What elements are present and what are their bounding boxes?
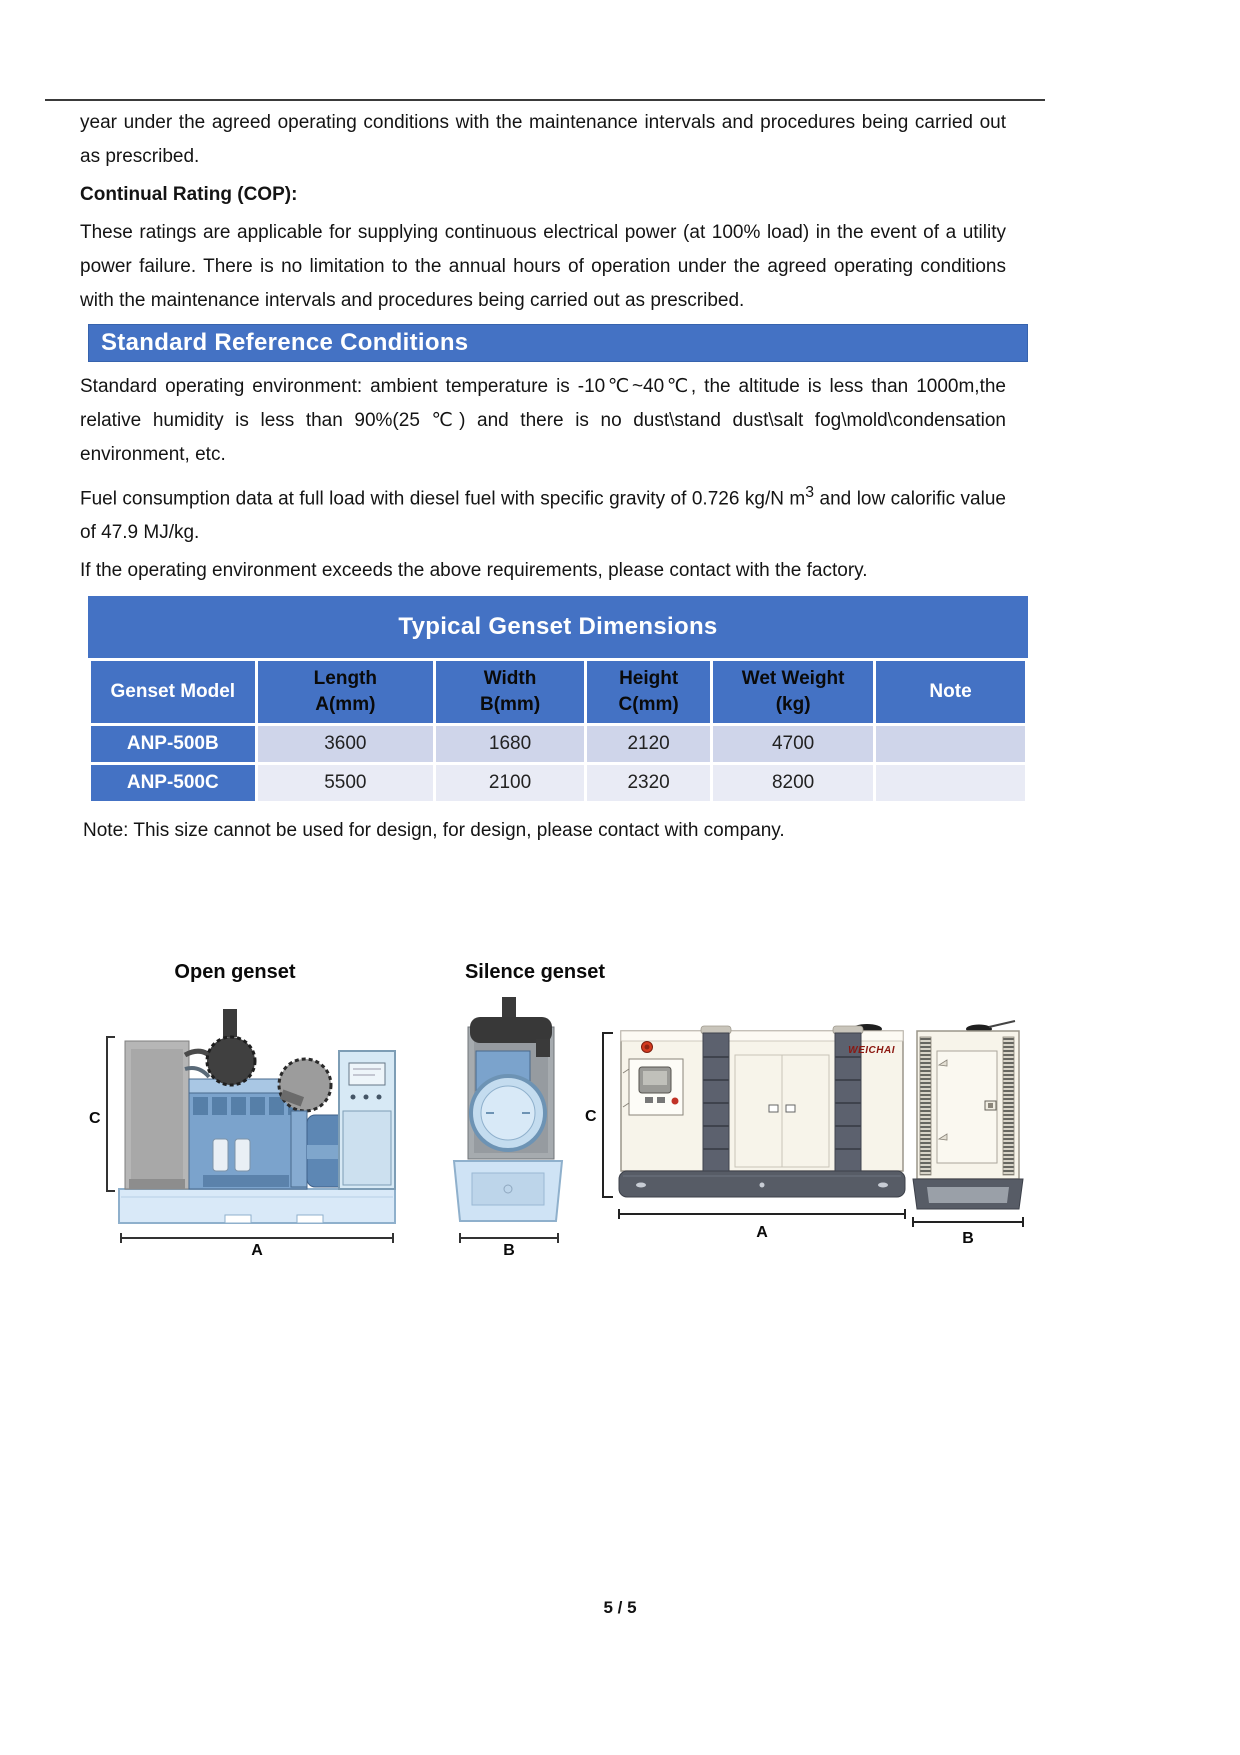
cell-length: 3600 [258,726,434,762]
open-genset-end-figure [440,993,575,1255]
cell-length: 5500 [258,765,434,801]
cell-width: 2100 [436,765,584,801]
column-header-width-line1: Width [483,668,537,690]
continual-rating-heading: Continual Rating (COP): [80,184,298,205]
header-rule [45,99,1045,101]
column-header-wet-weight-line2: (kg) [775,694,811,716]
table-footnote: Note: This size cannot be used for design, for design, please contact with company. [83,820,785,842]
weichai-logo: WEICHAI [848,1045,895,1056]
column-header-height-line1: Height [619,668,679,690]
genset-dimensions-table [88,658,1028,804]
table-row-anp-500c [91,765,1025,801]
dimension-b-label: B [503,1242,515,1255]
table-row-anp-500b [91,726,1025,762]
page-number: 5 / 5 [603,1598,637,1617]
column-header-length-line2: A(mm) [315,694,376,716]
silence-genset-label: Silence genset [464,961,606,983]
fuel-text-suffix: and low calorific value of 47.9 MJ/kg. [80,488,1006,544]
table-header-row [91,661,1025,723]
column-header-height [587,661,710,723]
page-content [80,106,1028,848]
silence-genset-end-figure [903,1017,1033,1252]
paragraph-prp-continuation: year under the agreed operating conditions with the maintenance intervals and procedures being carried out as prescribed. [80,112,1006,167]
open-genset-side-figure [85,993,410,1255]
cell-model: ANP-500C [91,765,255,801]
genset-figures [0,955,1240,1285]
cell-width: 1680 [436,726,584,762]
column-header-note: Note [876,661,1025,723]
dimension-b-label: B [962,1230,974,1247]
cell-height: 2320 [587,765,710,801]
dimension-c-label: C [585,1108,597,1125]
paragraph-fuel-consumption [80,476,1006,550]
column-header-length-line1: Length [313,668,377,690]
cell-note [876,765,1025,801]
section-header-standard-reference [88,324,1028,362]
column-header-wet-weight-line1: Wet Weight [741,668,845,690]
cell-weight: 4700 [713,726,873,762]
cell-height: 2120 [587,726,710,762]
column-header-width-line2: B(mm) [479,694,541,716]
dimensions-table [88,596,1028,804]
dimension-a-label: A [251,1242,263,1255]
paragraph-contact-factory: If the operating environment exceeds the above requirements, please contact with the factory. [80,560,868,582]
table-title: Typical Genset Dimensions [88,596,1028,658]
fuel-text-prefix: Fuel consumption data at full load with diesel fuel with specific gravity of 0.726 kg/N m [80,488,806,510]
paragraph-continual-rating: These ratings are applicable for supplying continuous electrical power (at 100% load) in the event of a utility power failure. There is no limitation to the annual hours of operation under the agreed operating conditions with the maintenance intervals and procedures being carried out as prescribed. [80,222,1006,311]
dimension-c-label: C [89,1110,101,1127]
column-header-wet-weight [713,661,873,723]
column-header-height-line2: C(mm) [618,694,679,716]
section-title: Standard Reference Conditions [101,329,469,356]
cell-note [876,726,1025,762]
silence-genset-side-figure [583,1017,918,1252]
cell-weight: 8200 [713,765,873,801]
dimension-a-label: A [756,1224,768,1241]
cell-model: ANP-500B [91,726,255,762]
open-genset-label: Open genset [174,961,296,983]
column-header-length [258,661,434,723]
fuel-superscript: 3 [805,484,815,501]
paragraph-operating-environment: Standard operating environment: ambient temperature is -10℃~40℃, the altitude is less than 1000m,the relative humidity is less than 90%(25 ℃) and there is no dust\stand dust\salt fog\mold\condensation environment, etc. [80,376,1006,465]
column-header-genset-model: Genset Model [91,661,255,723]
column-header-width [436,661,584,723]
